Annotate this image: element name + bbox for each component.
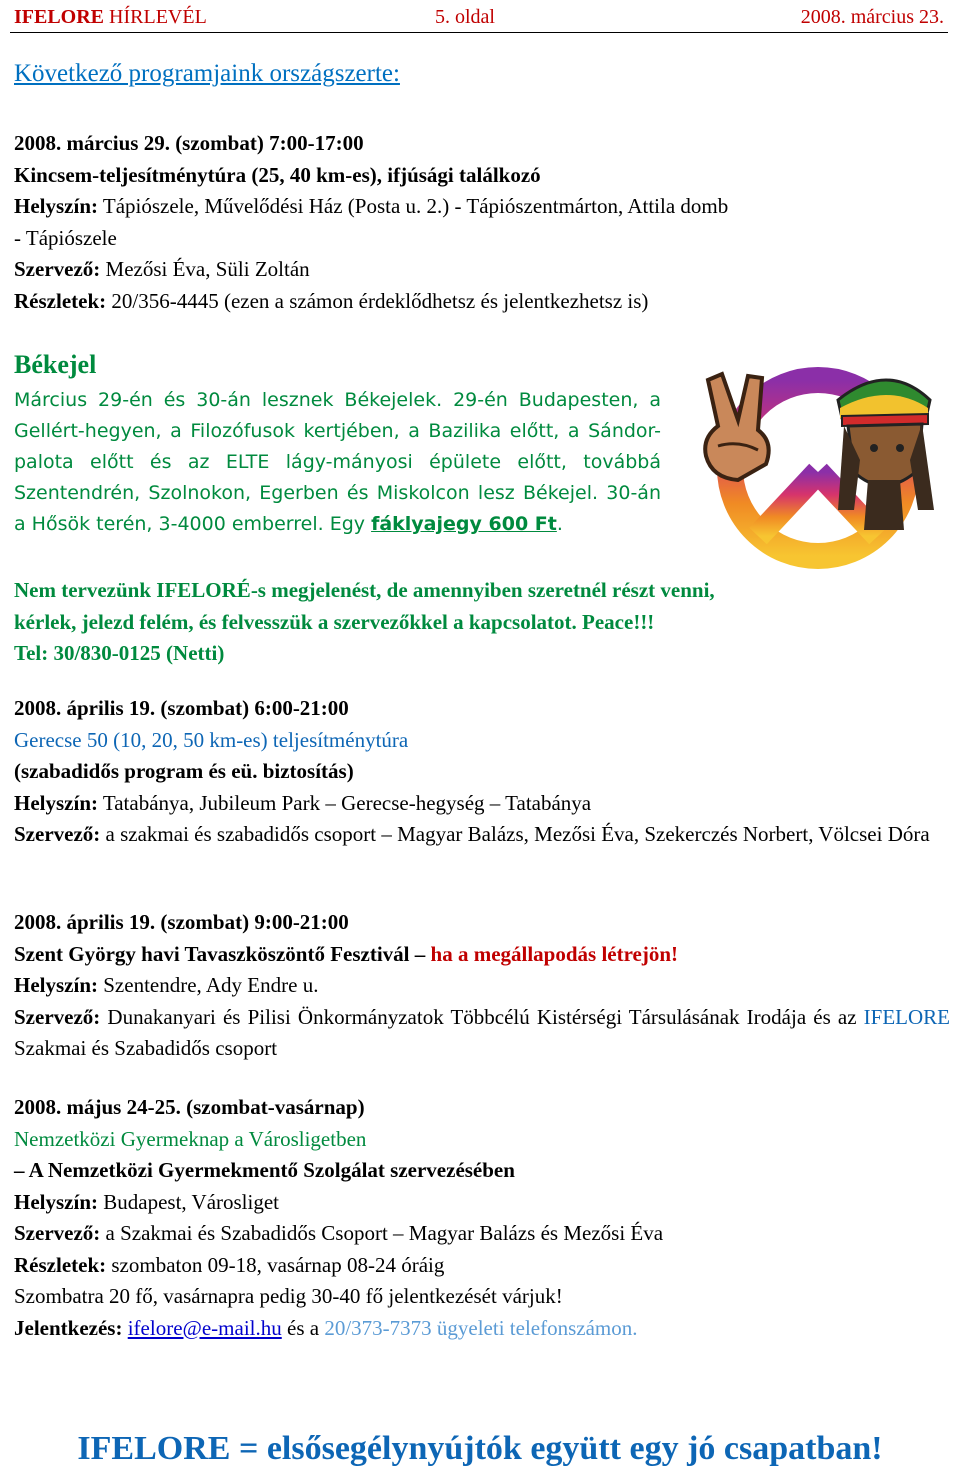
event-gyermeknap — [14, 1092, 950, 1344]
event-title — [14, 939, 950, 971]
phone-number: 20/373-7373 ügyeleti telefonszámon. — [324, 1315, 638, 1340]
location-value: Budapest, Városliget — [98, 1189, 280, 1214]
event-gerecse — [14, 693, 950, 851]
bekejel-notice-line1: Nem tervezünk IFELORÉ-s megjelenést, de amennyiben szeretnél részt venni, — [14, 578, 715, 602]
header-brand-rest: HÍRLEVÉL — [104, 6, 207, 28]
organizer-label: Szervező: — [14, 1221, 101, 1245]
organizer-value: a Szakmai és Szabadidős Csoport – Magyar Balázs és Mezősi Éva — [100, 1221, 664, 1245]
event-location — [14, 788, 950, 820]
location-value: Szentendre, Ady Endre u. — [98, 973, 319, 997]
bekejel-text-main: Március 29-én és 30-án lesznek Békejelek. 29-én Budapesten, a Gellért-hegyen, a Filozófusok kertjében, a Bazilika előtt, a Sándor-palota előtt és az ELTE lágy-mányosi épülete előtt, továbbá Szentendrén, Szolnokon, Egerben és Miskolcon lesz Békejel. 30-án a Hősök terén, 3-4000 emberrel. Egy — [14, 389, 661, 536]
location-value: Tápiószele, Művelődési Ház (Posta u. 2.) - Tápiószentmárton, Attila domb — [98, 194, 729, 218]
peace-sign-illustration — [678, 360, 950, 570]
organizer-label: Szervező: — [14, 822, 101, 846]
details-value: szombaton 09-18, vasárnap 08-24 óráig — [106, 1252, 445, 1277]
rasta-face-icon — [838, 380, 934, 530]
event-location — [14, 191, 950, 223]
event-location — [14, 1187, 950, 1219]
organizer-value: Mezősi Éva, Süli Zoltán — [100, 257, 310, 281]
header-brand-bold: IFELORE — [14, 6, 105, 28]
event-organizer — [14, 819, 950, 851]
details-label: Részletek: — [14, 288, 107, 313]
newsletter-header — [10, 4, 948, 33]
location-value: Tatabánya, Jubileum Park – Gerecse-hegység – Tatabánya — [98, 790, 592, 815]
event-date: 2008. március 29. (szombat) 7:00-17:00 — [14, 131, 364, 155]
event-details — [14, 1250, 950, 1282]
header-page-number: 5. oldal — [435, 6, 495, 28]
event-date: 2008. április 19. (szombat) 9:00-21:00 — [14, 910, 349, 934]
event-kincsem — [14, 128, 950, 317]
event-apply — [14, 1313, 950, 1345]
bekejel-notice — [14, 575, 950, 670]
event-location — [14, 970, 950, 1002]
organizer-value: a szakmai és szabadidős csoport – Magyar Balázs, Mezősi Éva, Szekerczés Norbert, Völcsei Dóra — [100, 822, 930, 846]
event-location-cont: - Tápiószele — [14, 225, 117, 250]
event-subtitle: (szabadidős program és eü. biztosítás) — [14, 759, 354, 783]
header-brand — [14, 6, 207, 29]
event-title-text: Szent György havi Tavaszköszöntő Fesztivál – — [14, 941, 431, 966]
event-details — [14, 286, 950, 318]
event-subtitle: – A Nemzetközi Gyermekmentő Szolgálat szervezésében — [14, 1158, 515, 1182]
event-organizer — [14, 1002, 950, 1065]
bekejel-title: Békejel — [14, 350, 97, 379]
event-note: Szombatra 20 fő, vasárnapra pedig 30-40 fő jelentkezését várjuk! — [14, 1284, 563, 1308]
footer-slogan-text: = elsősegélynyújtók együtt egy jó csapatban! — [230, 1430, 883, 1467]
event-title-note: ha a megállapodás létrejön! — [430, 941, 679, 966]
bekejel-notice-line2: kérlek, jelezd felém, és felvesszük a szervezőkkel a kapcsolatot. Peace!!! — [14, 609, 655, 634]
bekejel-phone: Tel: 30/830-0125 (Netti) — [14, 641, 225, 665]
event-title: Kincsem-teljesítménytúra (25, 40 km-es), ifjúsági találkozó — [14, 162, 541, 187]
footer-slogan — [0, 1430, 960, 1468]
location-label: Helyszín: — [14, 973, 98, 997]
details-value: 20/356-4445 (ezen a számon érdeklődhetsz és jelentkezhetsz is) — [106, 288, 649, 313]
organizer-brand: IFELORE — [863, 1004, 950, 1029]
event-title: Nemzetközi Gyermeknap a Városligetben — [14, 1126, 367, 1151]
organizer-label: Szervező: — [14, 257, 101, 281]
details-label: Részletek: — [14, 1252, 107, 1277]
organizer-value: Dunakanyari és Pilisi Önkormányzatok Többcélú Kistérségi Társulásának Irodája és az — [100, 1004, 864, 1029]
location-label: Helyszín: — [14, 1189, 98, 1214]
footer-brand: IFELORE — [77, 1430, 231, 1467]
event-szent-gyorgy — [14, 907, 950, 1065]
location-label: Helyszín: — [14, 790, 98, 815]
event-organizer — [14, 254, 950, 286]
organizer-value-end: Szakmai és Szabadidős csoport — [14, 1036, 278, 1060]
event-date: 2008. május 24-25. (szombat-vasárnap) — [14, 1095, 365, 1119]
header-date: 2008. március 23. — [800, 6, 944, 28]
apply-label: Jelentkezés: — [14, 1315, 123, 1340]
bekejel-description — [14, 385, 661, 540]
organizer-label: Szervező: — [14, 1004, 101, 1029]
email-link[interactable]: ifelore@e-mail.hu — [127, 1315, 282, 1340]
event-title: Gerecse 50 (10, 20, 50 km-es) teljesítménytúra — [14, 727, 409, 752]
event-organizer — [14, 1218, 950, 1250]
event-date: 2008. április 19. (szombat) 6:00-21:00 — [14, 696, 349, 720]
apply-mid: és a — [281, 1315, 325, 1340]
section-title: Következő programjaink országszerte: — [14, 60, 400, 87]
victory-hand-icon — [705, 374, 768, 480]
location-label: Helyszín: — [14, 194, 98, 218]
torch-ticket-link[interactable]: fáklyajegy 600 Ft — [371, 513, 557, 536]
bekejel-text-end: . — [556, 513, 563, 536]
